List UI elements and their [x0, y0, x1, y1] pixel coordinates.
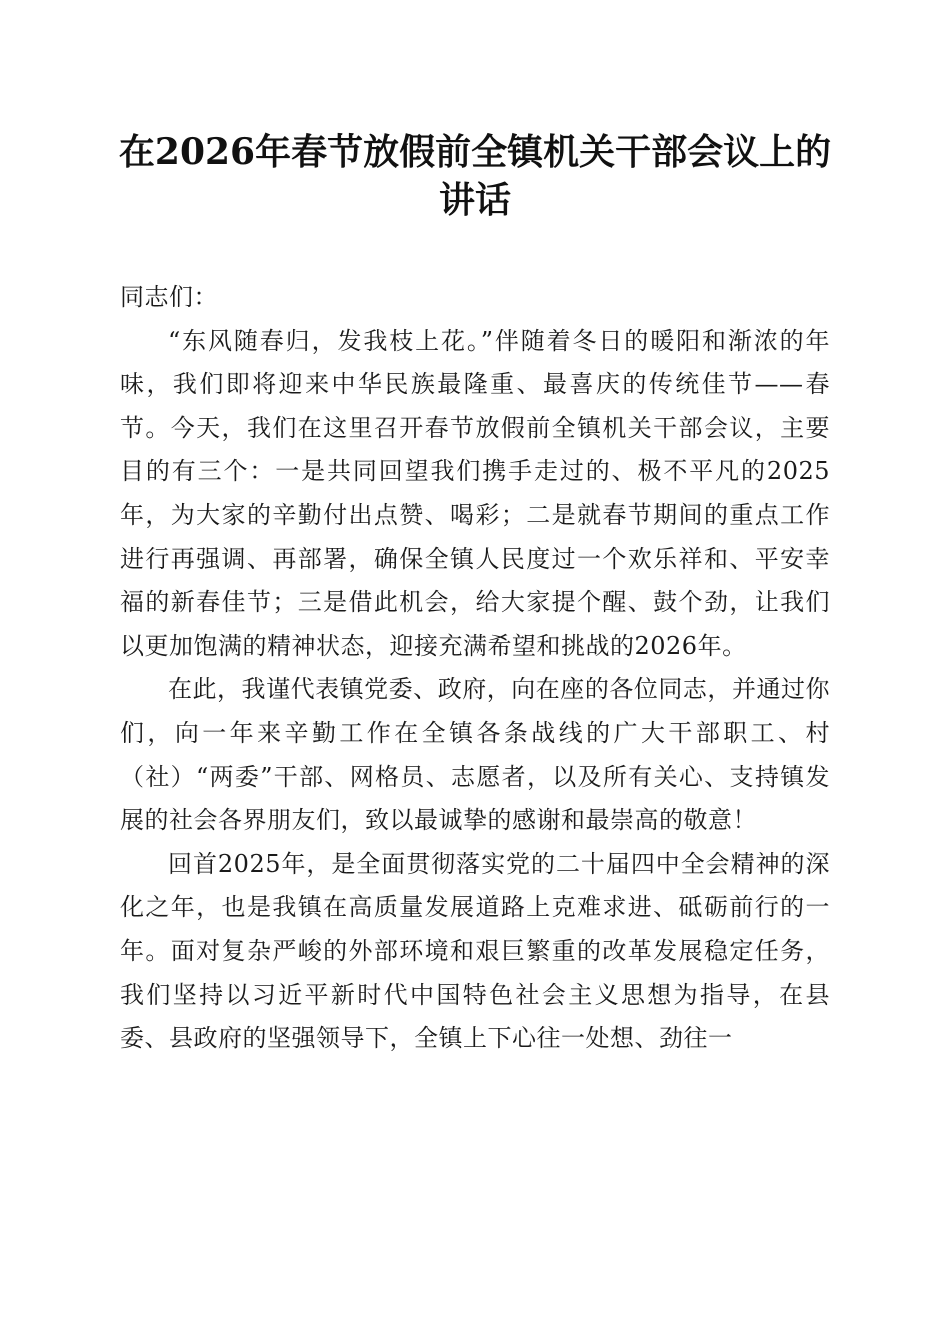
- title-line-1: 在2026年春节放假前全镇机关干部会议上的: [118, 131, 832, 173]
- salutation: 同志们：: [120, 283, 218, 311]
- document-body: [120, 276, 830, 1061]
- paragraph-3: 回首2025年，是全面贯彻落实党的二十届四中全会精神的深化之年，也是我镇在高质量发展道路上克难求进、砥砺前行的一年。面对复杂严峻的外部环境和艰巨繁重的改革发展稳定任务，我们坚持以习近平新时代中国特色社会主义思想为指导，在县委、县政府的坚强领导下，全镇上下心往一处想、劲往一: [120, 849, 830, 1053]
- document-title: [110, 128, 840, 224]
- paragraph-1: “东风随春归，发我枝上花。”伴随着冬日的暖阳和渐浓的年味，我们即将迎来中华民族最隆重、最喜庆的传统佳节——春节。今天，我们在这里召开春节放假前全镇机关干部会议，主要目的有三个：一是共同回望我们携手走过的、极不平凡的2025年，为大家的辛勤付出点赞、喝彩；二是就春节期间的重点工作进行再强调、再部署，确保全镇人民度过一个欢乐祥和、平安幸福的新春佳节；三是借此机会，给大家提个醒、鼓个劲，让我们以更加饱满的精神状态，迎接充满希望和挑战的2026年。: [120, 326, 830, 660]
- paragraph-2: 在此，我谨代表镇党委、政府，向在座的各位同志，并通过你们，向一年来辛勤工作在全镇各条战线的广大干部职工、村（社）“两委”干部、网格员、志愿者，以及所有关心、支持镇发展的社会各界朋友们，致以最诚挚的感谢和最崇高的敬意！: [120, 675, 830, 835]
- title-line-2: 讲话: [438, 179, 511, 221]
